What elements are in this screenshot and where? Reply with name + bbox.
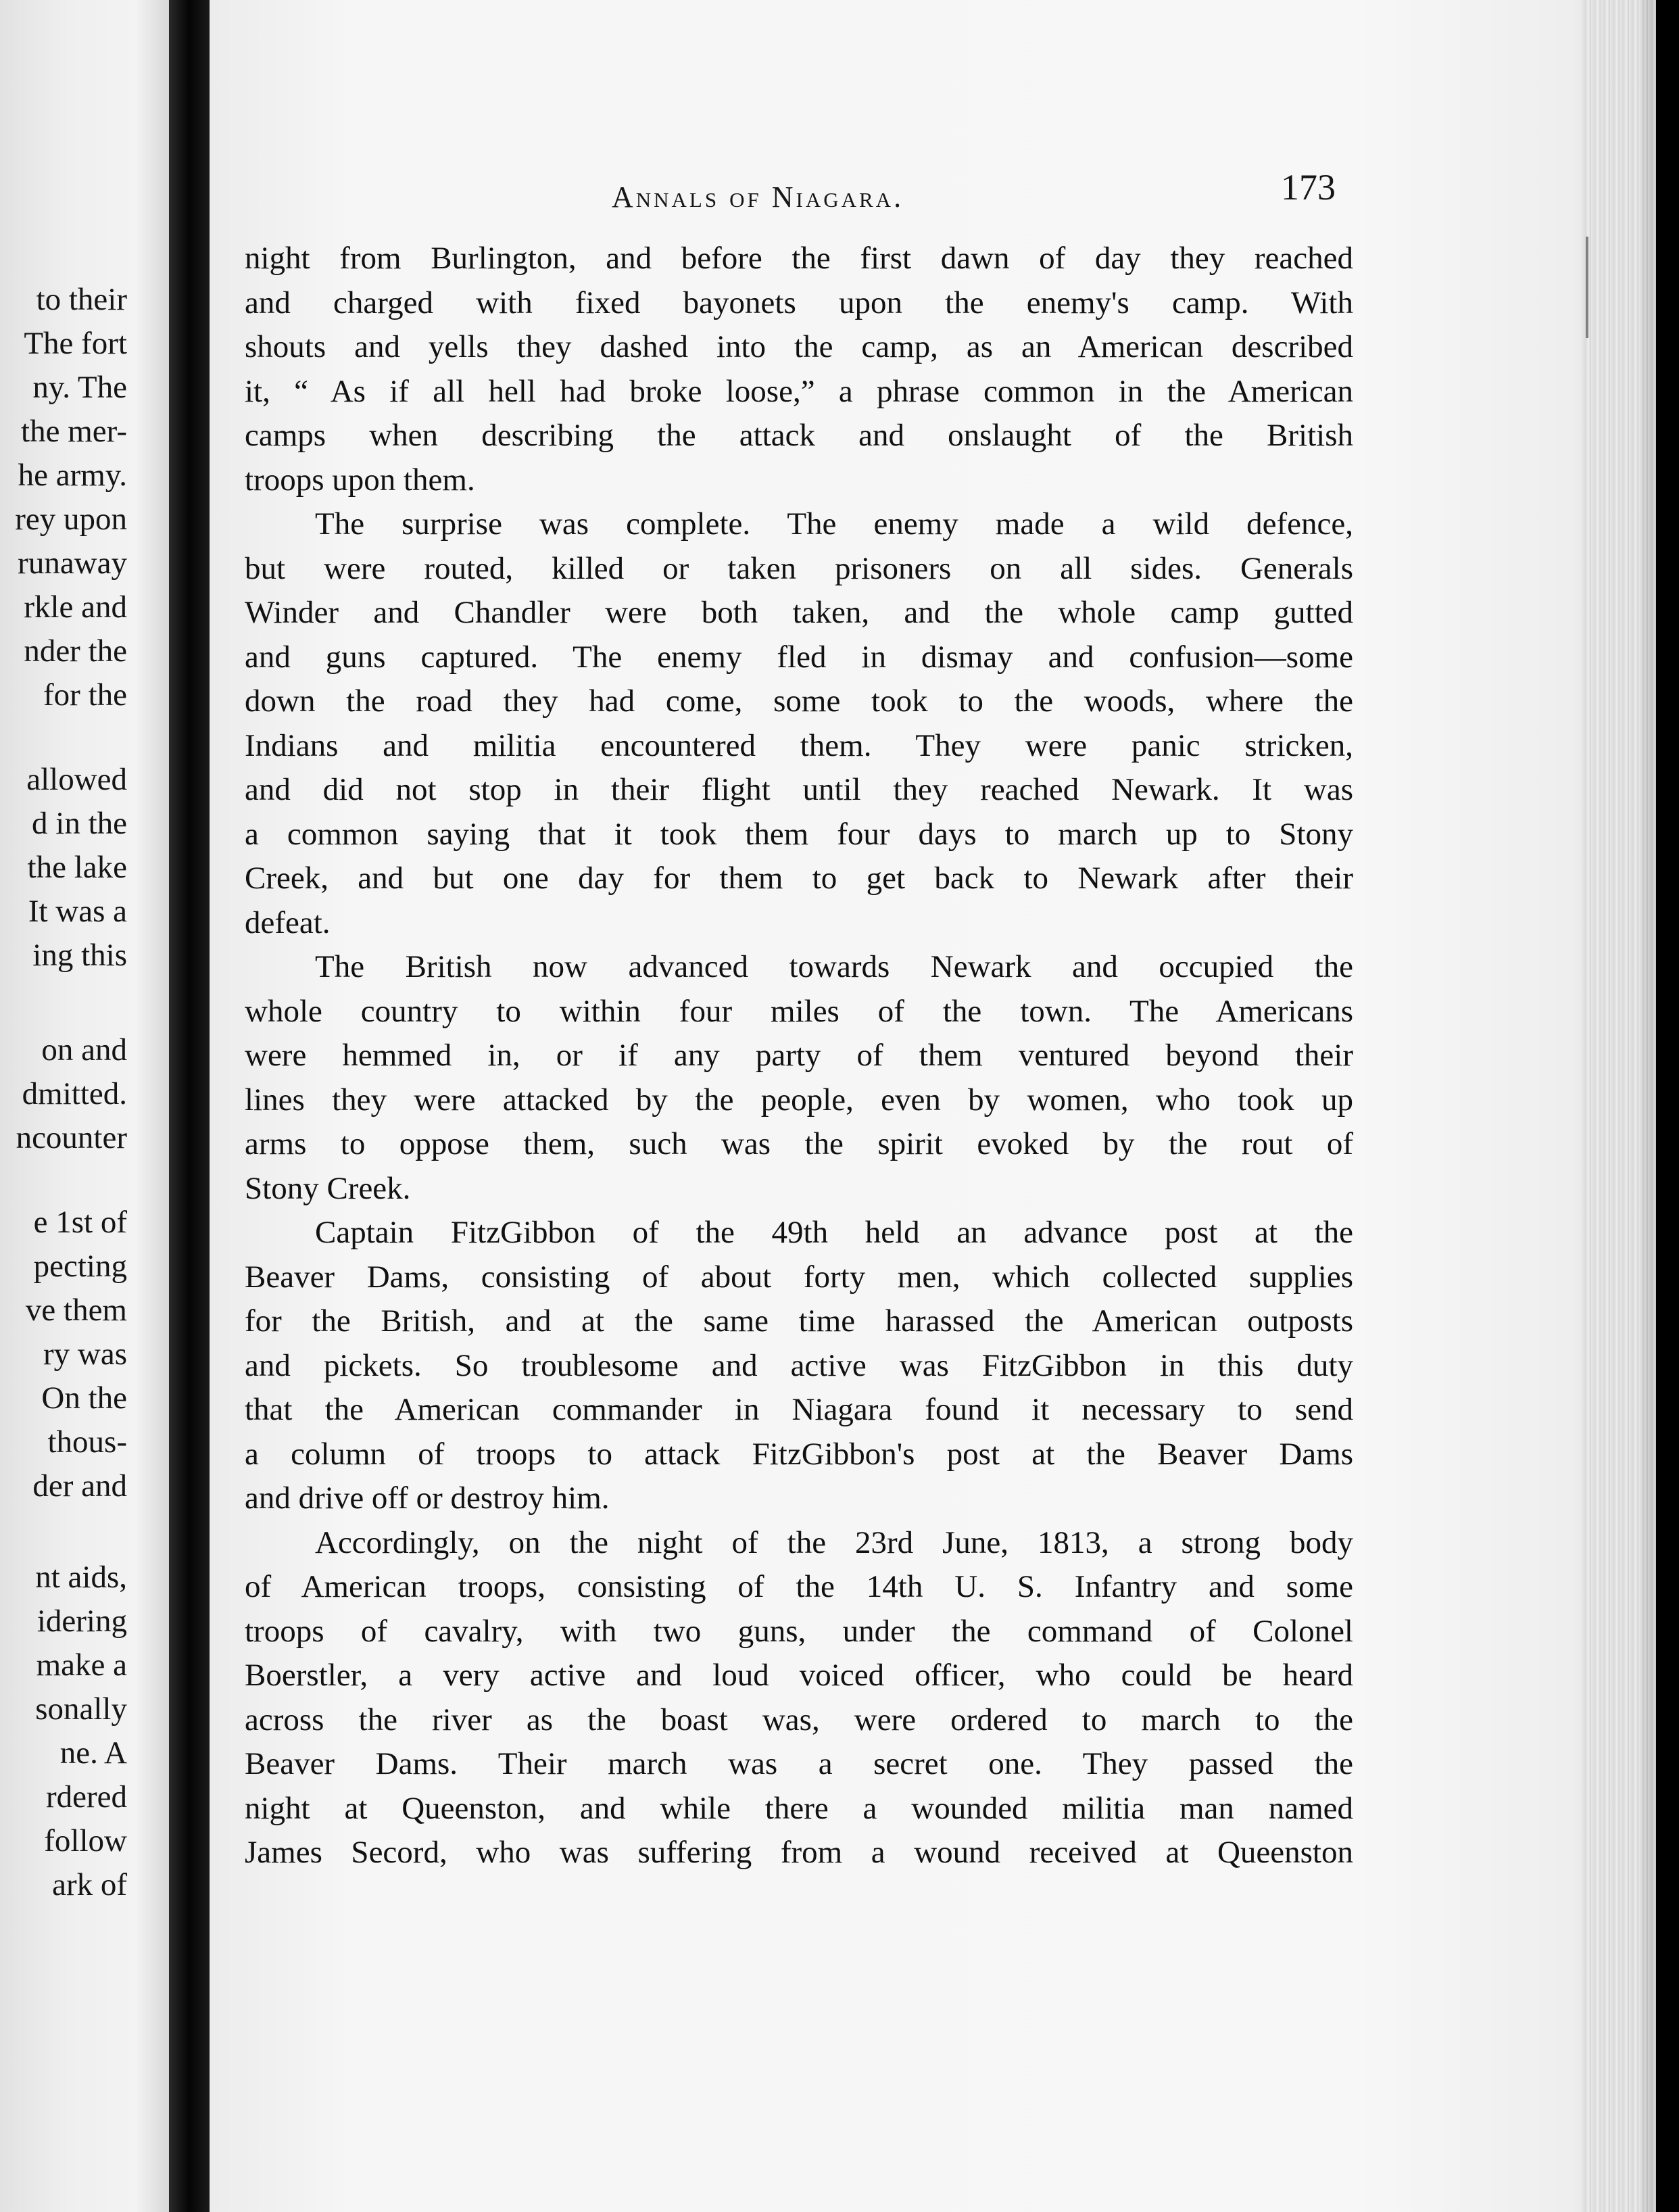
text-line: The surprise was complete. The enemy made a wild defence,	[315, 506, 1353, 542]
left-fragment: ing this	[32, 938, 127, 973]
text-line: a column of troops to attack FitzGibbon's post at the Beaver Dams	[245, 1436, 1353, 1472]
text-line: it, “ As if all hell had broke loose,” a phrase common in the American	[245, 373, 1353, 409]
text-line: Beaver Dams. Their march was a secret one. They passed the	[245, 1746, 1353, 1781]
left-fragment: the mer-	[21, 414, 127, 449]
left-fragment: thous-	[47, 1424, 127, 1460]
left-fragment: ry was	[43, 1337, 127, 1372]
left-fragment: allowed	[26, 762, 127, 797]
text-line: Accordingly, on the night of the 23rd June, 1813, a strong body	[315, 1524, 1353, 1560]
text-line: Stony Creek.	[245, 1170, 411, 1206]
text-line: Creek, and but one day for them to get back to Newark after their	[245, 861, 1353, 896]
text-line: across the river as the boast was, were ordered to march to the	[245, 1702, 1353, 1737]
left-fragment: runaway	[18, 546, 127, 581]
text-line: Boerstler, a very active and loud voiced officer, who could be heard	[245, 1658, 1353, 1693]
text-line: and pickets. So troublesome and active was FitzGibbon in this duty	[245, 1347, 1353, 1383]
text-line: were hemmed in, or if any party of them ventured beyond their	[245, 1038, 1353, 1073]
left-fragment: nt aids,	[35, 1560, 127, 1595]
previous-page-strip	[0, 0, 169, 2212]
text-line: and did not stop in their flight until they reached Newark. It was	[245, 772, 1353, 807]
left-fragment: on and	[41, 1032, 127, 1067]
text-line: defeat.	[245, 905, 331, 940]
text-line: Captain FitzGibbon of the 49th held an advance post at the	[315, 1215, 1353, 1250]
left-fragment: rdered	[45, 1779, 127, 1814]
left-fragment: It was a	[28, 894, 127, 929]
text-line: for the British, and at the same time harassed the American outposts	[245, 1303, 1353, 1339]
left-fragment: follow	[44, 1823, 127, 1858]
left-fragment: make a	[36, 1648, 127, 1683]
left-fragment: the lake	[27, 850, 127, 885]
text-line: James Secord, who was suffering from a wound received at Queenston	[245, 1835, 1353, 1870]
text-line: Winder and Chandler were both taken, and the whole camp gutted	[245, 595, 1353, 630]
left-fragment: for the	[43, 677, 127, 713]
text-line: but were routed, killed or taken prisoners on all sides. Generals	[245, 550, 1353, 586]
text-line: down the road they had come, some took to the woods, where the	[245, 683, 1353, 719]
text-line: whole country to within four miles of the town. The Americans	[245, 993, 1353, 1029]
text-line: troops upon them.	[245, 462, 475, 498]
left-fragment: ncounter	[16, 1120, 127, 1155]
left-fragment: The fort	[24, 326, 127, 361]
left-fragment: idering	[36, 1604, 127, 1639]
page-edge-mark	[1586, 237, 1588, 338]
left-fragment: sonally	[35, 1691, 127, 1727]
text-line: lines they were attacked by the people, even by women, who took up	[245, 1082, 1353, 1117]
text-line: camps when describing the attack and onslaught of the British	[245, 418, 1353, 453]
text-line: and guns captured. The enemy fled in dismay and confusion—some	[245, 639, 1353, 675]
text-line: Indians and militia encountered them. They were panic stricken,	[245, 727, 1353, 763]
text-line: troops of cavalry, with two guns, under the command of Colonel	[245, 1613, 1353, 1649]
book-gutter	[169, 0, 210, 2212]
page-number: 173	[1281, 167, 1336, 208]
left-fragment: d in the	[32, 806, 127, 841]
text-line: arms to oppose them, such was the spirit evoked by the rout of	[245, 1126, 1353, 1161]
left-fragment: dmitted.	[22, 1076, 127, 1111]
left-fragment: rkle and	[24, 590, 127, 625]
left-fragment: ny. The	[32, 370, 127, 405]
text-line: Beaver Dams, consisting of about forty men, which collected supplies	[245, 1259, 1353, 1295]
body-text	[245, 237, 1353, 1875]
left-fragment: rey upon	[15, 502, 127, 537]
text-line: and charged with fixed bayonets upon the enemy's camp. With	[245, 285, 1353, 320]
text-line: of American troops, consisting of the 14th U. S. Infantry and some	[245, 1569, 1353, 1604]
text-line: night at Queenston, and while there a wounded militia man named	[245, 1790, 1353, 1826]
left-fragment: ark of	[52, 1867, 127, 1902]
text-line: that the American commander in Niagara found it necessary to send	[245, 1392, 1353, 1427]
left-fragment: to their	[36, 282, 127, 317]
text-line: shouts and yells they dashed into the camp, as an American described	[245, 329, 1353, 364]
left-fragment: ne. A	[59, 1735, 127, 1771]
text-line: The British now advanced towards Newark and occupied the	[315, 949, 1353, 984]
left-fragment: ve them	[25, 1293, 127, 1328]
text-line: night from Burlington, and before the first dawn of day they reached	[245, 241, 1353, 276]
left-fragment: he army.	[18, 458, 127, 493]
left-fragment: nder the	[24, 633, 127, 669]
running-head: Annals of Niagara.	[612, 181, 904, 214]
left-fragment: pecting	[33, 1249, 127, 1284]
scan-border	[1656, 0, 1679, 2212]
text-line: a common saying that it took them four days to march up to Stony	[245, 816, 1353, 852]
left-fragment: der and	[32, 1468, 127, 1504]
text-line: and drive off or destroy him.	[245, 1481, 610, 1516]
left-fragment: e 1st of	[33, 1205, 127, 1240]
page-edge-stack	[1582, 0, 1656, 2212]
left-fragment: On the	[41, 1380, 127, 1416]
